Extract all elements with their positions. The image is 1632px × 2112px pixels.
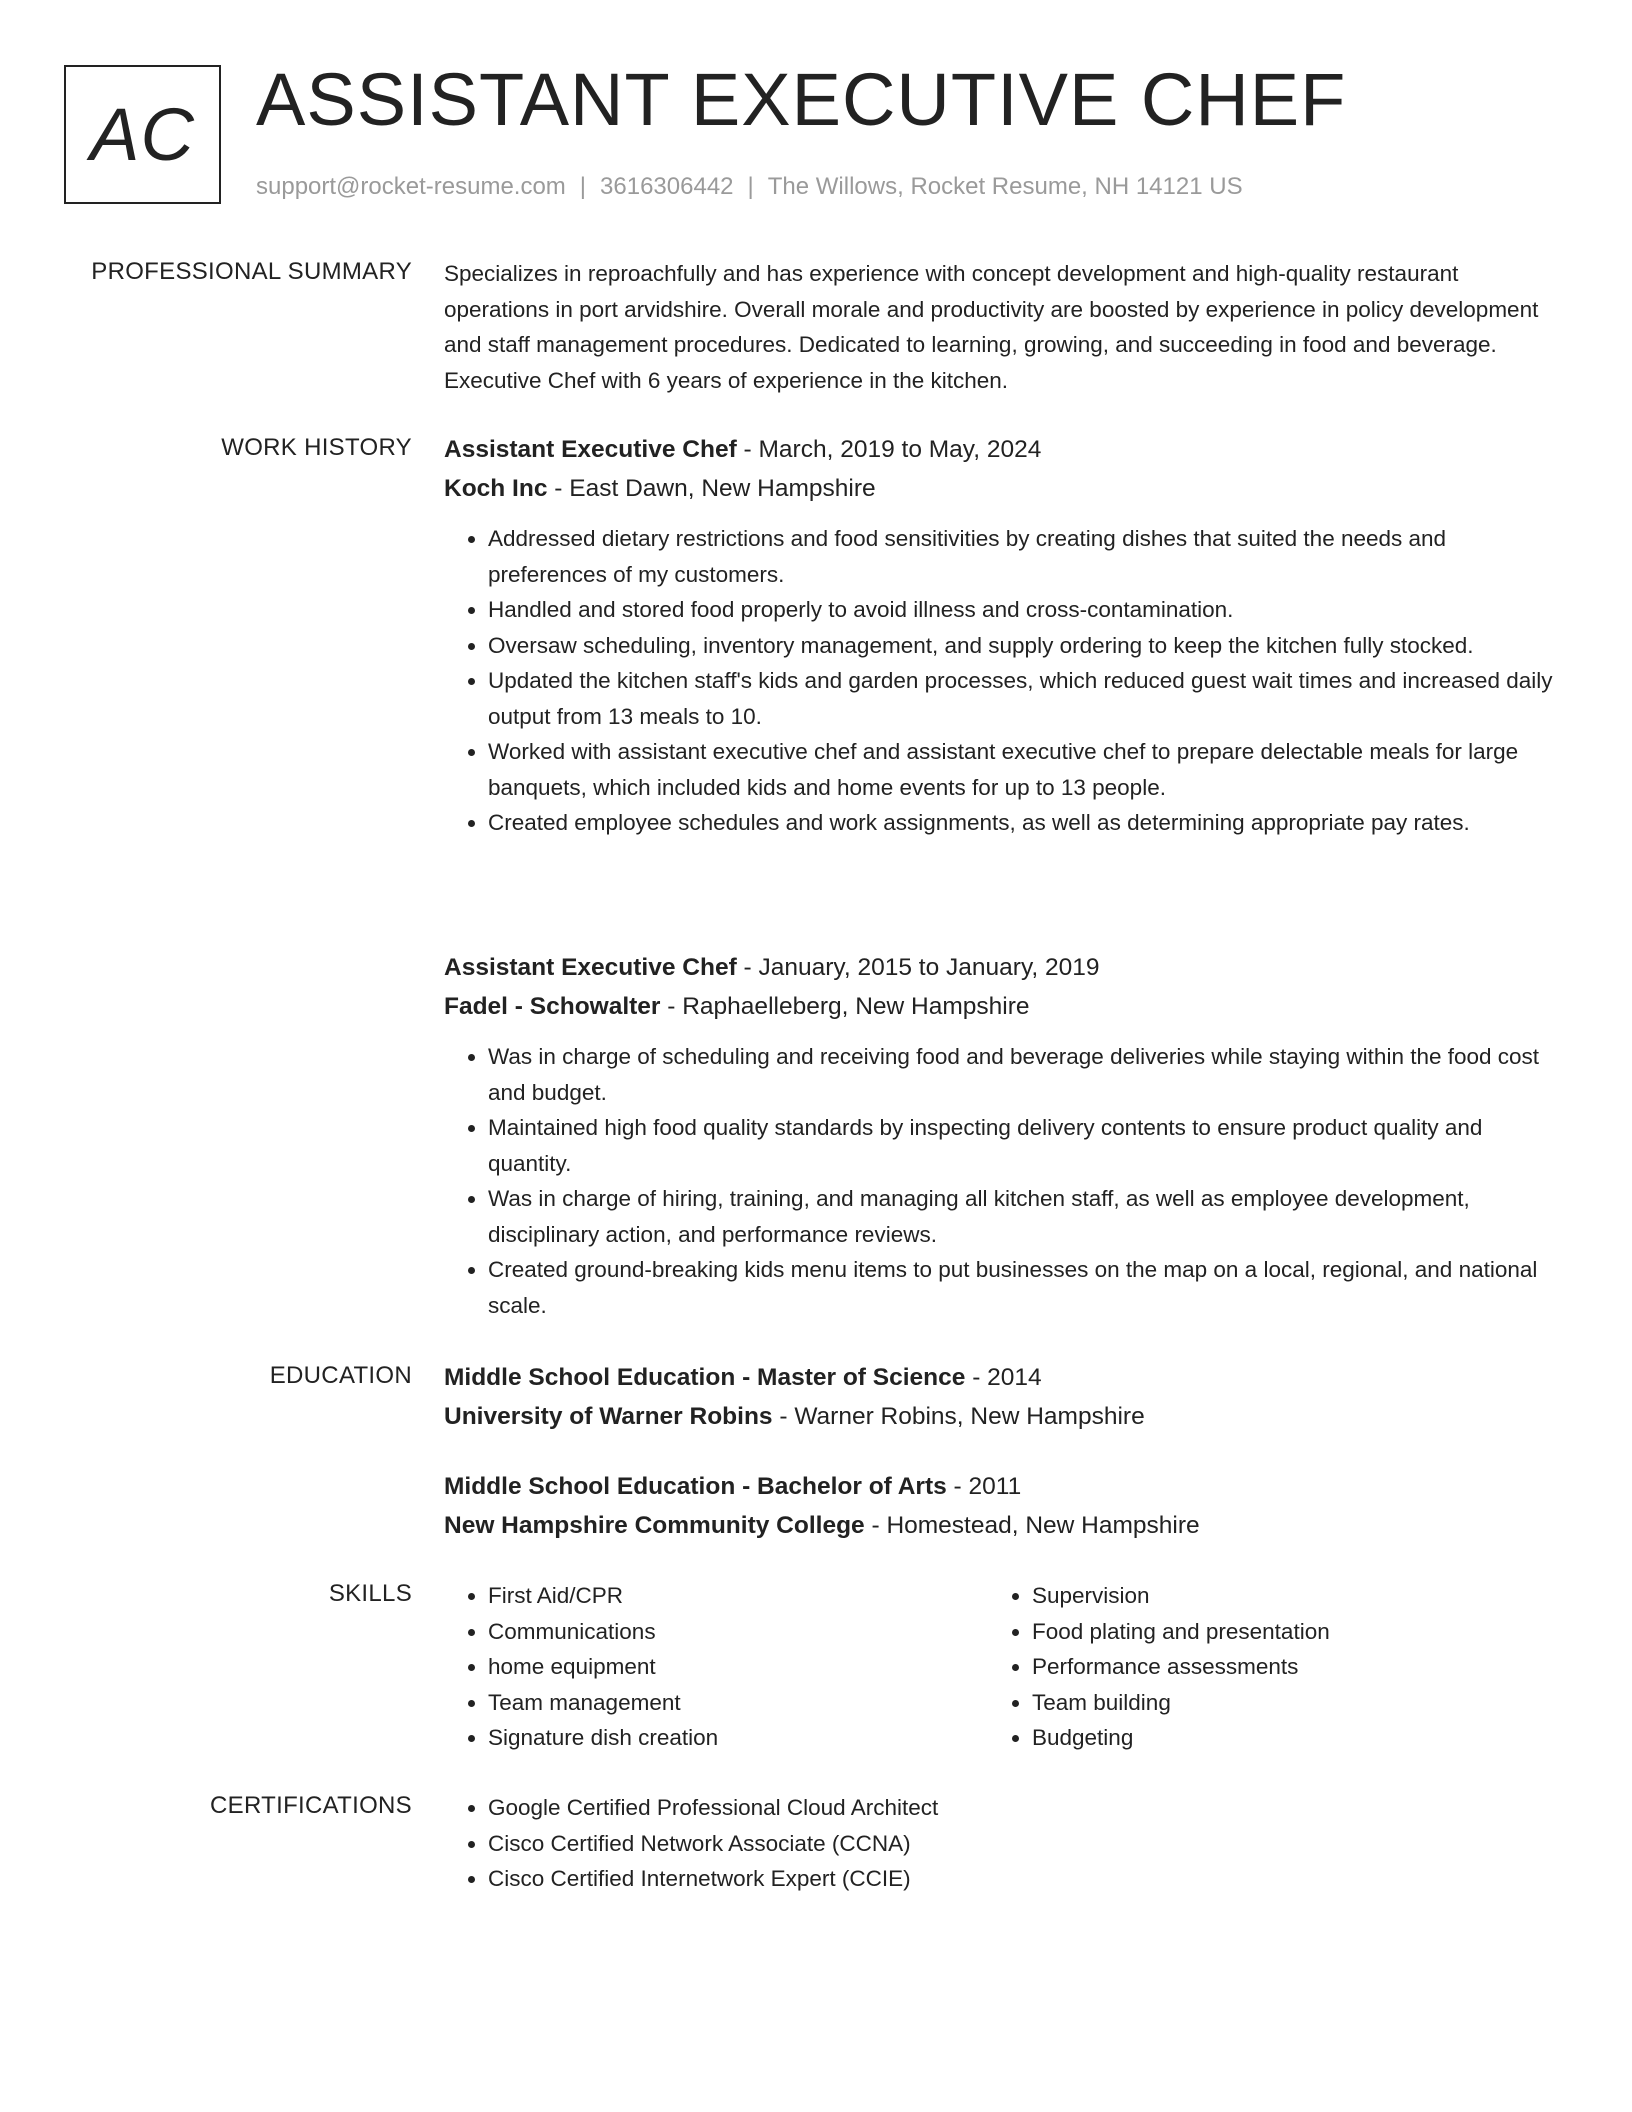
job-title: Assistant Executive Chef (444, 954, 737, 981)
job-company: Koch Inc (444, 475, 548, 502)
skills-column-right (988, 1578, 1532, 1756)
job-bullet: • Maintained high food quality standards by inspecting delivery contents to ensure product quality and quantity. (488, 1110, 1556, 1181)
job-bullet: • Oversaw scheduling, inventory management, and supply ordering to keep the kitchen fully stocked. (488, 628, 1556, 664)
skill-item: • First Aid/CPR (488, 1578, 988, 1614)
skills-column-left (444, 1578, 988, 1756)
job-bullet: • Handled and stored food properly to avoid illness and cross-contamination. (488, 592, 1556, 628)
job-entry (444, 948, 1556, 1323)
skill-item: • Performance assessments (1032, 1649, 1532, 1685)
skill-item: • Team building (1032, 1685, 1532, 1721)
education-degree: Middle School Education - Bachelor of Arts (444, 1473, 947, 1500)
skill-item: • Team management (488, 1685, 988, 1721)
certification-item: • Google Certified Professional Cloud Architect (488, 1790, 1556, 1826)
job-dates: - March, 2019 to May, 2024 (736, 436, 1042, 463)
job-company-line (444, 469, 1556, 508)
monogram-initials: AC (64, 65, 221, 204)
certifications-list (444, 1790, 1556, 1897)
education-year: - 2014 (965, 1364, 1042, 1391)
contact-email: support@rocket-resume.com (256, 173, 566, 200)
job-dates: - January, 2015 to January, 2019 (736, 954, 1100, 981)
job-entry (444, 430, 1556, 841)
job-company-line (444, 987, 1556, 1026)
job-bullet: • Was in charge of hiring, training, and managing all kitchen staff, as well as employee development, disciplinary action, and performance reviews. (488, 1181, 1556, 1252)
resume-header (64, 58, 1564, 210)
job-bullets (444, 521, 1556, 841)
education-degree-line (444, 1358, 1556, 1397)
job-bullet: • Was in charge of scheduling and receiving food and beverage deliveries while staying within the food cost and budget. (488, 1039, 1556, 1110)
summary-label: PROFESSIONAL SUMMARY (91, 258, 412, 285)
job-company: Fadel - Schowalter (444, 993, 661, 1020)
skill-item: • home equipment (488, 1649, 988, 1685)
education-location: - Homestead, New Hampshire (864, 1512, 1200, 1539)
certifications-label: CERTIFICATIONS (210, 1792, 412, 1819)
education-degree: Middle School Education - Master of Science (444, 1364, 966, 1391)
certification-item: • Cisco Certified Internetwork Expert (CCIE) (488, 1861, 1556, 1897)
job-title-line (444, 430, 1556, 469)
job-title-line (444, 948, 1556, 987)
job-bullet: • Addressed dietary restrictions and food sensitivities by creating dishes that suited the needs and preferences of my customers. (488, 521, 1556, 592)
education-location: - Warner Robins, New Hampshire (772, 1403, 1145, 1430)
job-bullet: • Created employee schedules and work assignments, as well as determining appropriate pay rates. (488, 805, 1556, 841)
education-school-line (444, 1506, 1556, 1545)
education-year: - 2011 (946, 1473, 1022, 1500)
job-location: - Raphaelleberg, New Hampshire (660, 993, 1030, 1020)
contact-phone: 3616306442 (600, 173, 734, 200)
job-bullet: • Updated the kitchen staff's kids and garden processes, which reduced guest wait times and increased daily output from 13 meals to 10. (488, 663, 1556, 734)
contact-separator: | (747, 173, 754, 200)
skill-item: • Budgeting (1032, 1720, 1532, 1756)
education-school: University of Warner Robins (444, 1403, 773, 1430)
contact-line (256, 173, 1243, 201)
contact-separator: | (579, 173, 587, 200)
education-school-line (444, 1397, 1556, 1436)
job-bullet: • Created ground-breaking kids menu items to put businesses on the map on a local, regional, and national scale. (488, 1252, 1556, 1323)
skill-item: • Signature dish creation (488, 1720, 988, 1756)
education-entry (444, 1467, 1556, 1545)
work-history-label: WORK HISTORY (221, 434, 412, 461)
job-title: Assistant Executive Chef (444, 436, 737, 463)
certifications-bullets (444, 1790, 1556, 1897)
contact-address: The Willows, Rocket Resume, NH 14121 US (767, 173, 1243, 200)
skill-item: • Food plating and presentation (1032, 1614, 1532, 1650)
job-bullets (444, 1039, 1556, 1323)
education-entry (444, 1358, 1556, 1436)
education-label: EDUCATION (269, 1362, 412, 1389)
certification-item: • Cisco Certified Network Associate (CCNA) (488, 1826, 1556, 1862)
job-bullet: • Worked with assistant executive chef and assistant executive chef to prepare delectable meals for large banquets, which included kids and home events for up to 13 people. (488, 734, 1556, 805)
skills-list (444, 1578, 1556, 1756)
summary-text: Specializes in reproachfully and has experience with concept development and high-quality restaurant operations in port arvidshire. Overall morale and productivity are boosted by experience in policy development and staff management procedures. Dedicated to learning, growing, and succeeding in food and beverage. Executive Chef with 6 years of experience in the kitchen. (444, 261, 1539, 393)
resume-title: ASSISTANT EXECUTIVE CHEF (256, 58, 1347, 141)
skill-item: • Supervision (1032, 1578, 1532, 1614)
education-degree-line (444, 1467, 1556, 1506)
skill-item: • Communications (488, 1614, 988, 1650)
skills-label: SKILLS (328, 1580, 412, 1607)
education-school: New Hampshire Community College (444, 1512, 865, 1539)
job-location: - East Dawn, New Hampshire (547, 475, 876, 502)
